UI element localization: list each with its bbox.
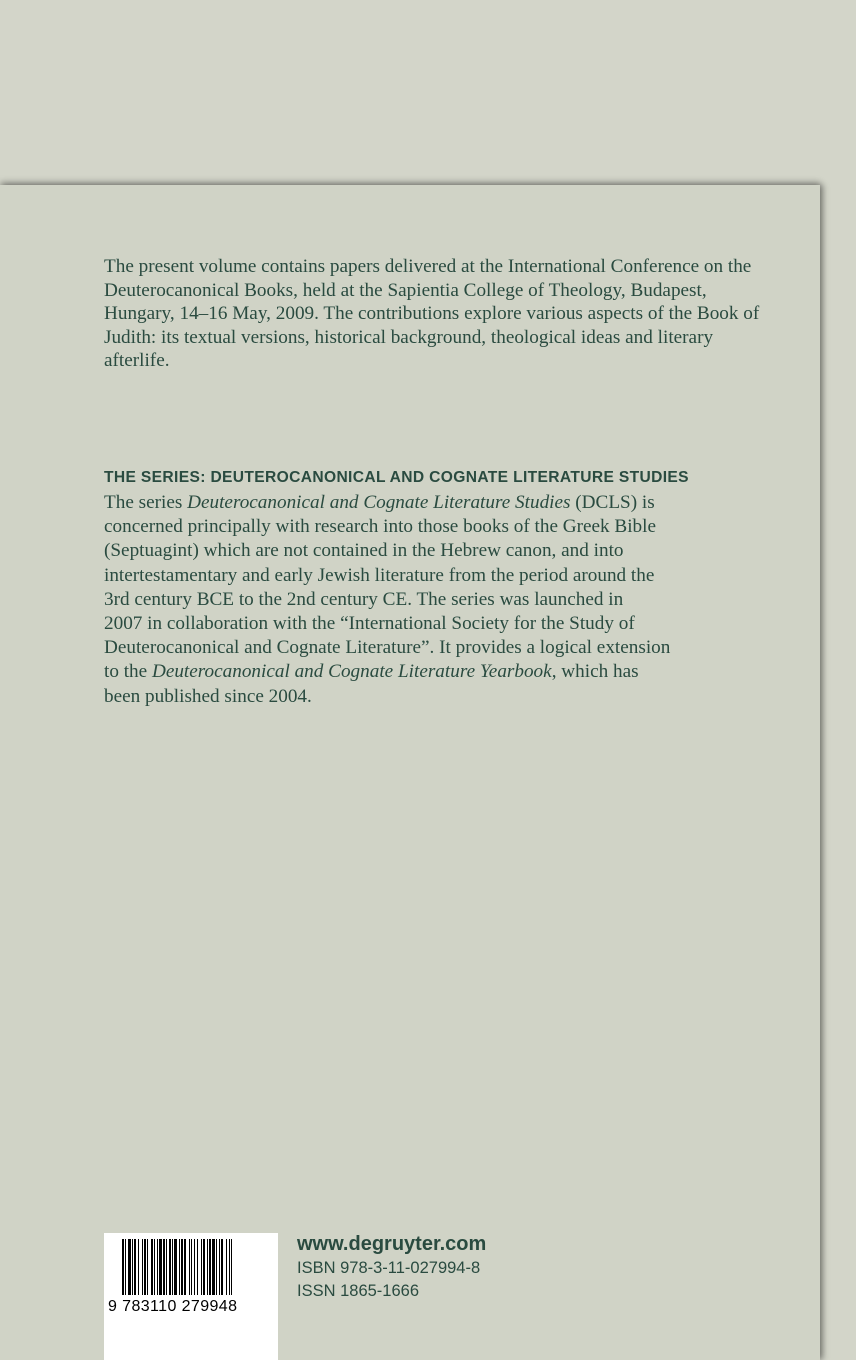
issn-number: ISSN 1865-1666 [297, 1281, 420, 1300]
series-line-3: (Septuagint) which are not contained in the Hebrew canon, and into [104, 540, 624, 562]
series-description [104, 491, 764, 709]
series-line-2: concerned principally with research into those books of the Greek Bible [104, 516, 656, 538]
barcode-bars-icon [104, 1233, 278, 1297]
series-line-8 [104, 660, 764, 684]
series-text: The series [104, 492, 188, 513]
series-line-5: 3rd century BCE to the 2nd century CE. The series was launched in [104, 588, 624, 610]
series-line-7: Deuterocanonical and Cognate Literature”. It provides a logical extension [104, 637, 671, 659]
barcode [104, 1233, 278, 1360]
series-line-9: been published since 2004. [104, 685, 312, 707]
publisher-info [297, 1231, 486, 1302]
series-text: (DCLS) is [570, 492, 655, 513]
isbn-number: ISBN 978-3-11-027994-8 [297, 1259, 481, 1277]
series-line-6: 2007 in collaboration with the “International Society for the Study of [104, 613, 635, 635]
yearbook-title-italic: Deuterocanonical and Cognate Literature Yearbook [151, 661, 552, 683]
publisher-url[interactable]: www.degruyter.com [297, 1233, 487, 1255]
series-text: , which has [551, 661, 639, 683]
series-line-4: intertestamentary and early Jewish literature from the period around the [104, 564, 655, 586]
series-line-1 [104, 491, 764, 515]
intro-paragraph: The present volume contains papers delivered at the International Conference on the Deuterocanonical Books, held at the Sapientia College of Theology, Budapest, Hungary, 14–16 May, 2009. The contributions explore various aspects of the Book of Judith: its textual versions, historical background, theological ideas and literary afterlife. [104, 256, 760, 372]
series-title-italic: Deuterocanonical and Cognate Literature Studies [187, 492, 571, 513]
series-text: to the [104, 661, 152, 683]
barcode-digits: 9 783110 279948 [108, 1298, 238, 1315]
series-heading: THE SERIES: DEUTEROCANONICAL AND COGNATE LITERATURE STUDIES [104, 469, 689, 486]
